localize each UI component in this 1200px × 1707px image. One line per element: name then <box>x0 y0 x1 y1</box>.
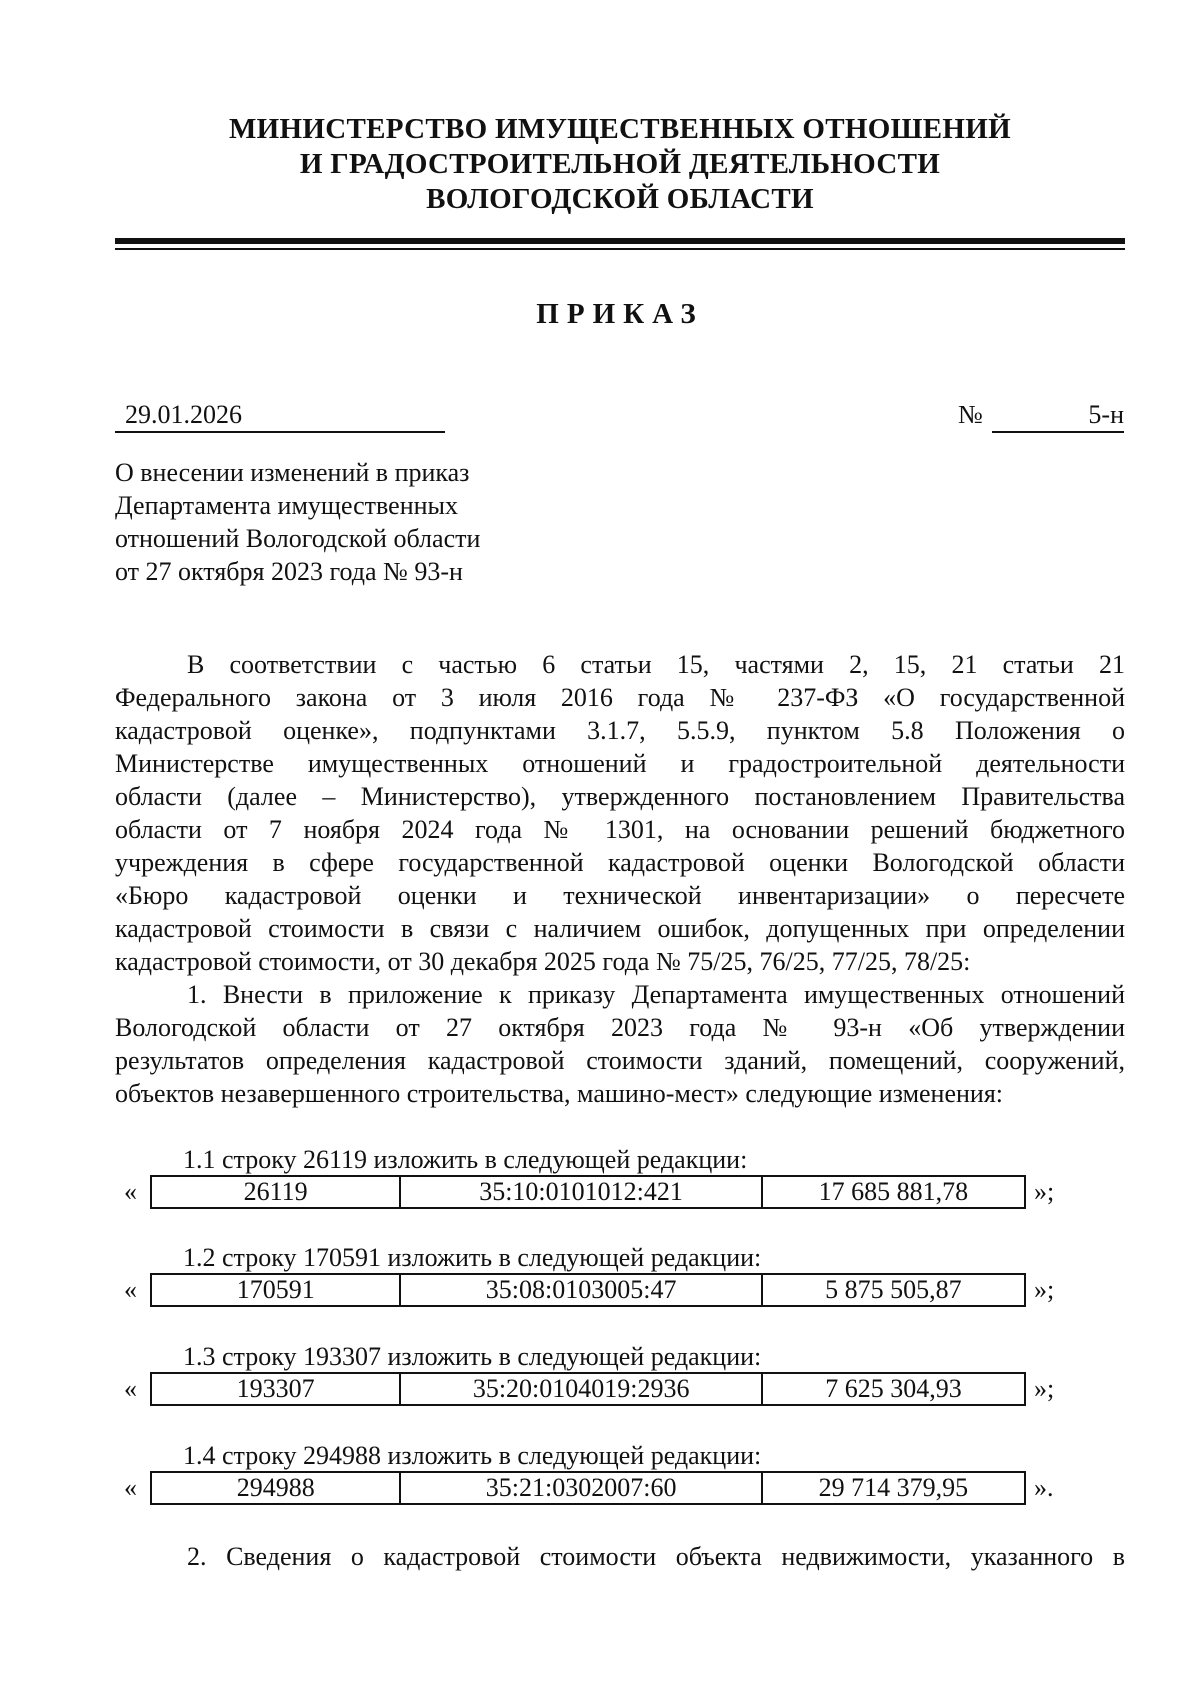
subject-line: от 27 октября 2023 года № 93-н <box>115 557 463 586</box>
preamble-line: кадастровой стоимости, от 30 декабря 2025 года № 75/25, 76/25, 77/25, 78/25: <box>115 947 971 976</box>
amendment-table <box>150 1372 1026 1406</box>
amendment-caption: 1.1 строку 26119 изложить в следующей редакции: <box>183 1145 748 1174</box>
ministry-line-1: МИНИСТЕРСТВО ИМУЩЕСТВЕННЫХ ОТНОШЕНИЙ <box>228 113 1011 145</box>
row-number-cell: 193307 <box>151 1373 400 1405</box>
ministry-line-3: ВОЛОГОДСКОЙ ОБЛАСТИ <box>426 183 814 215</box>
amendment-caption: 1.3 строку 193307 изложить в следующей редакции: <box>183 1342 762 1371</box>
document-type-title: ПРИКАЗ <box>536 298 704 330</box>
cadastral-value-cell: 29 714 379,95 <box>762 1472 1025 1504</box>
amendment-table <box>150 1175 1026 1209</box>
item-1-line: Вологодской области от 27 октября 2023 года № 93-н «Об утверждении <box>115 1013 1125 1042</box>
preamble-line: Федерального закона от 3 июля 2016 года № 237-ФЗ «О государственной <box>115 683 1125 712</box>
item-1-line: объектов незавершенного строительства, машино-мест» следующие изменения: <box>115 1079 1004 1108</box>
preamble-line: В соответствии с частью 6 статьи 15, частями 2, 15, 21 статьи 21 <box>187 650 1125 679</box>
preamble-line: области (далее – Министерство), утвержденного постановлением Правительства <box>115 782 1125 811</box>
cadastral-number-cell: 35:20:0104019:2936 <box>400 1373 762 1405</box>
number-sign: № <box>958 400 983 429</box>
subject-line: отношений Вологодской области <box>115 524 481 553</box>
quote-close: »; <box>1034 1177 1055 1206</box>
document-subject <box>115 456 480 588</box>
row-number-cell: 294988 <box>151 1472 400 1504</box>
table-row <box>151 1472 1025 1504</box>
quote-close: ». <box>1034 1473 1054 1502</box>
quote-close: »; <box>1034 1275 1055 1304</box>
preamble-line: «Бюро кадастровой оценки и технической инвентаризации» о пересчете <box>115 881 1125 910</box>
subject-line: О внесении изменений в приказ <box>115 458 470 487</box>
amendment-caption: 1.4 строку 294988 изложить в следующей редакции: <box>183 1441 762 1470</box>
amendment-table <box>150 1471 1026 1505</box>
subject-line: Департамента имущественных <box>115 491 458 520</box>
preamble-line: учреждения в сфере государственной кадастровой оценки Вологодской области <box>115 848 1125 877</box>
item-1-line: 1. Внести в приложение к приказу Департамента имущественных отношений <box>187 980 1125 1009</box>
quote-open: « <box>124 1374 137 1403</box>
document-number: 5-н <box>992 399 1124 433</box>
ministry-header <box>115 112 1125 217</box>
row-number-cell: 170591 <box>151 1274 400 1306</box>
quote-close: »; <box>1034 1374 1055 1403</box>
preamble-line: области от 7 ноября 2024 года № 1301, на основании решений бюджетного <box>115 815 1125 844</box>
table-row <box>151 1274 1025 1306</box>
preamble-line: кадастровой стоимости в связи с наличием ошибок, допущенных при определении <box>115 914 1125 943</box>
item-2-line: 2. Сведения о кадастровой стоимости объекта недвижимости, указанного в <box>187 1542 1125 1571</box>
cadastral-number-cell: 35:21:0302007:60 <box>400 1472 761 1504</box>
cadastral-value-cell: 7 625 304,93 <box>762 1373 1025 1405</box>
table-row <box>151 1176 1025 1208</box>
document-date: 29.01.2026 <box>115 399 445 433</box>
preamble-paragraph <box>115 648 1125 978</box>
row-number-cell: 26119 <box>151 1176 400 1208</box>
preamble-line: кадастровой оценке», подпунктами 3.1.7, 5.5.9, пунктом 5.8 Положения о <box>115 716 1125 745</box>
quote-open: « <box>124 1177 137 1206</box>
cadastral-number-cell: 35:10:0101012:421 <box>400 1176 762 1208</box>
item-2-paragraph <box>115 1540 1125 1573</box>
header-rule-thick <box>115 238 1125 244</box>
header-rule-thin <box>115 248 1125 250</box>
quote-open: « <box>124 1473 137 1502</box>
cadastral-value-cell: 5 875 505,87 <box>762 1274 1025 1306</box>
amendment-table <box>150 1273 1026 1307</box>
cadastral-value-cell: 17 685 881,78 <box>762 1176 1025 1208</box>
item-1-line: результатов определения кадастровой стоимости зданий, помещений, сооружений, <box>115 1046 1125 1075</box>
ministry-line-2: И ГРАДОСТРОИТЕЛЬНОЙ ДЕЯТЕЛЬНОСТИ <box>299 148 941 180</box>
preamble-line: Министерстве имущественных отношений и градостроительной деятельности <box>115 749 1125 778</box>
amendment-caption: 1.2 строку 170591 изложить в следующей редакции: <box>183 1243 762 1272</box>
cadastral-number-cell: 35:08:0103005:47 <box>400 1274 761 1306</box>
table-row <box>151 1373 1025 1405</box>
quote-open: « <box>124 1275 137 1304</box>
item-1-paragraph <box>115 978 1125 1110</box>
